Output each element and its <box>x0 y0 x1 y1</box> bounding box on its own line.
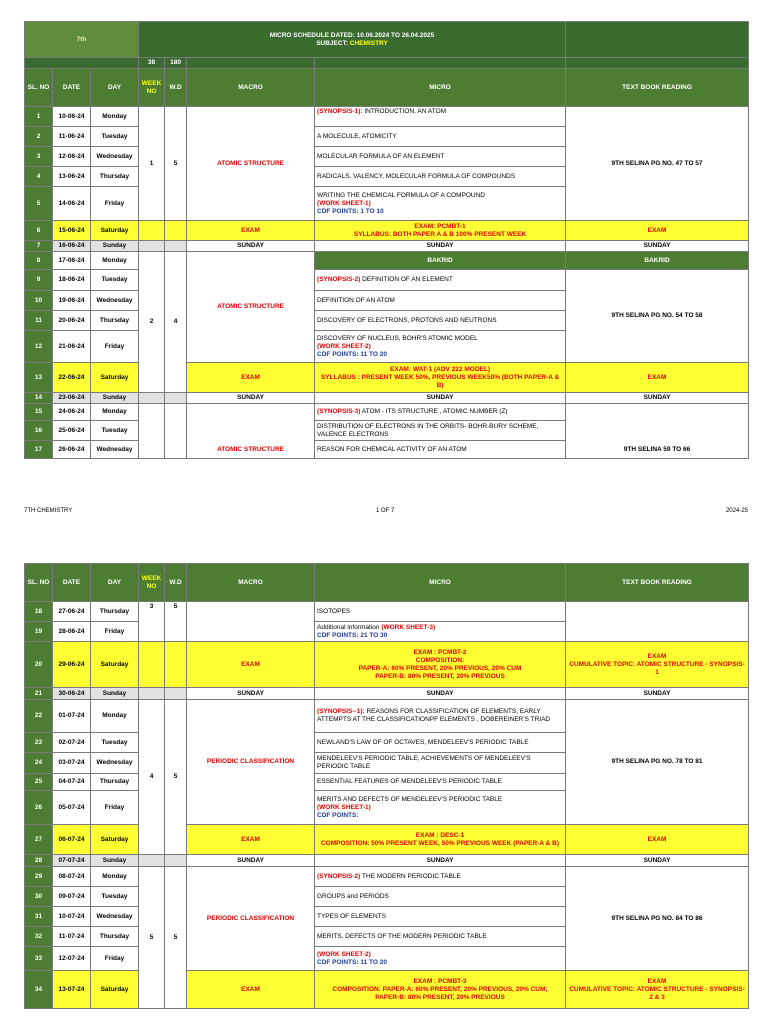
micro-topic <box>315 867 566 887</box>
day-cell: Thursday <box>91 167 139 187</box>
textbook-reading <box>566 971 749 1009</box>
week-blank <box>139 393 165 404</box>
sl-no: 10 <box>25 291 53 311</box>
week-no: 5 <box>139 867 165 1009</box>
micro-text: DISCOVERY OF ELECTRONS, PROTONS AND NEUTRONS <box>315 311 566 331</box>
sl-no: 21 <box>25 688 53 700</box>
schedule-table-page-2 <box>24 563 749 1009</box>
micro-text: ISOTOPES <box>315 602 566 622</box>
date-cell: 12-06-24 <box>53 147 91 167</box>
sl-no: 12 <box>25 331 53 363</box>
synopsis-label: (SYNOPSIS-2) <box>317 872 361 880</box>
micro-topic <box>315 622 566 642</box>
sl-no: 2 <box>25 127 53 147</box>
micro-text: INTRODUCTION, AN ATOM <box>362 108 447 115</box>
date-cell: 09-07-24 <box>53 887 91 907</box>
header-macro: MACRO <box>187 564 315 602</box>
macro-topic: EXAM <box>187 363 315 393</box>
sl-no: 14 <box>25 393 53 404</box>
week-blank <box>139 855 165 867</box>
date-cell: 13-07-24 <box>53 971 91 1009</box>
sl-no: 17 <box>25 441 53 459</box>
date-cell: 14-06-24 <box>53 187 91 221</box>
sl-no: 34 <box>25 971 53 1009</box>
sl-no: 33 <box>25 947 53 971</box>
macro-topic: PERIODIC CLASSIFICATION <box>187 700 315 825</box>
micro-text: REASONS FOR CLASSIFICATION OF ELEMENTS, EARLY ATTEMPTS AT THE CLASSIFICATIONPF ELEMENTS , DOBEREINER'S TRIAD <box>317 708 551 723</box>
micro-topic <box>315 971 566 1009</box>
total-days: 180 <box>165 58 187 69</box>
sl-no: 9 <box>25 270 53 291</box>
wd-blank <box>165 642 187 688</box>
micro-topic: SUNDAY <box>315 855 566 867</box>
cdf-points: CDF POINTS: 1 TO 10 <box>317 207 384 215</box>
macro-topic: EXAM <box>187 221 315 241</box>
micro-text: RADICALS, VALENCY, MOLECULAR FORMULA OF COMPOUNDS <box>315 167 566 187</box>
week-blank <box>139 221 165 241</box>
sl-no: 19 <box>25 622 53 642</box>
micro-text: WRITING THE CHEMICAL FORMULA OF A COMPOUND <box>317 191 485 199</box>
date-cell: 15-06-24 <box>53 221 91 241</box>
day-cell: Thursday <box>91 774 139 791</box>
sl-no: 30 <box>25 887 53 907</box>
wd-blank <box>165 393 187 404</box>
sl-no: 22 <box>25 700 53 733</box>
day-cell: Saturday <box>91 221 139 241</box>
table-row <box>25 971 749 1009</box>
day-cell: Tuesday <box>91 733 139 753</box>
textbook-reading: EXAM <box>566 363 749 393</box>
day-cell: Thursday <box>91 311 139 331</box>
date-cell: 16-06-24 <box>53 241 91 252</box>
macro-blank <box>187 602 315 642</box>
macro-topic: ATOMIC STRUCTURE <box>187 107 315 221</box>
schedule-title <box>139 22 566 58</box>
wd-blank <box>165 404 187 459</box>
day-cell: Tuesday <box>91 270 139 291</box>
micro-text: TYPES OF ELEMENTS <box>315 907 566 927</box>
cdf-points: CDF POINTS: 11 TO 20 <box>317 350 387 358</box>
textbook-reading: SUNDAY <box>566 241 749 252</box>
day-cell: Sunday <box>91 688 139 700</box>
cdf-points: CDF POINTS: 11 TO 20 <box>317 958 387 966</box>
sl-no: 28 <box>25 855 53 867</box>
macro-topic: EXAM <box>187 825 315 855</box>
header-sl: SL. NO <box>25 564 53 602</box>
micro-text: MOLECULAR FORMULA OF AN ELEMENT <box>315 147 566 167</box>
working-days: 5 <box>165 602 187 642</box>
textbook-reading: 9TH SELINA PG NO. 54 TO 58 <box>566 270 749 363</box>
sl-no: 6 <box>25 221 53 241</box>
working-days: 4 <box>165 252 187 393</box>
textbook-reading <box>566 642 749 688</box>
exam-composition: COMPOSITION: <box>415 656 465 664</box>
wd-blank <box>165 688 187 700</box>
micro-text: ATOM - ITS STRUCTURE , ATOMIC NUMBER (Z) <box>360 408 508 415</box>
date-cell: 26-06-24 <box>53 441 91 459</box>
sl-no: 8 <box>25 252 53 270</box>
cdf-points: CDF POINTS: <box>317 811 359 819</box>
sl-no: 29 <box>25 867 53 887</box>
date-cell: 17-06-24 <box>53 252 91 270</box>
sl-no: 20 <box>25 642 53 688</box>
table-row <box>25 270 749 291</box>
date-cell: 22-06-24 <box>53 363 91 393</box>
count-blank <box>315 58 566 69</box>
sl-no: 23 <box>25 733 53 753</box>
micro-topic <box>315 700 566 733</box>
day-cell: Wednesday <box>91 753 139 774</box>
micro-text: DISCOVERY OF NUCLEUS, BOHR'S ATOMIC MODEL <box>317 334 478 342</box>
working-days: 5 <box>165 107 187 221</box>
textbook-reading: 9TH SELINA PG NO. 84 TO 86 <box>566 867 749 971</box>
day-cell: Tuesday <box>91 887 139 907</box>
date-cell: 06-07-24 <box>53 825 91 855</box>
exam-label: EXAM <box>647 652 667 660</box>
synopsis-label: (SYNOPSIS--1): <box>317 708 365 715</box>
sl-no: 1 <box>25 107 53 127</box>
macro-topic: EXAM <box>187 642 315 688</box>
exam-paper-a: PAPER-A: 60% PRESENT, 20% PREVIOUS, 20% CUM <box>358 664 522 672</box>
sl-no: 5 <box>25 187 53 221</box>
textbook-reading: 9TH SELINA 59 TO 66 <box>566 404 749 459</box>
day-cell: Thursday <box>91 927 139 947</box>
micro-topic: SUNDAY <box>315 241 566 252</box>
day-cell: Monday <box>91 107 139 127</box>
day-cell: Friday <box>91 187 139 221</box>
date-cell: 03-07-24 <box>53 753 91 774</box>
exam-composition: COMPOSITION: PAPER-A: 60% PRESENT, 20% PREVIOUS, 20% CUM; <box>332 985 548 993</box>
day-cell: Friday <box>91 622 139 642</box>
day-cell: Sunday <box>91 241 139 252</box>
day-cell: Thursday <box>91 602 139 622</box>
day-cell: Tuesday <box>91 127 139 147</box>
header-tbr: TEXT BOOK READING <box>566 564 749 602</box>
wd-blank <box>165 221 187 241</box>
synopsis-label: (SYNOPSIS-2) <box>317 276 361 283</box>
date-cell: 23-06-24 <box>53 393 91 404</box>
subject-prefix: SUBJECT: <box>316 39 350 47</box>
day-cell: Friday <box>91 947 139 971</box>
week-no: 1 <box>139 107 165 221</box>
holiday-label: BAKRID <box>315 252 566 270</box>
micro-topic <box>315 221 566 241</box>
footer-year: 2024-25 <box>725 508 748 514</box>
worksheet-label: (WORK SHEET-2) <box>317 342 371 350</box>
header-macro: MACRO <box>187 69 315 107</box>
day-cell: Monday <box>91 867 139 887</box>
micro-topic <box>315 270 566 291</box>
macro-topic: PERIODIC CLASSIFICATION <box>187 867 315 971</box>
footer-page-number: 1 OF 7 <box>376 508 395 514</box>
working-days: 5 <box>165 700 187 855</box>
textbook-reading: EXAM <box>566 825 749 855</box>
wd-blank <box>165 241 187 252</box>
table-row <box>25 363 749 393</box>
exam-name: EXAM: PCMBT-1 <box>414 222 466 230</box>
macro-topic: SUNDAY <box>187 855 315 867</box>
day-cell: Saturday <box>91 363 139 393</box>
header-sl: SL. NO <box>25 69 53 107</box>
table-row <box>25 867 749 887</box>
exam-paper-b: PAPER-B: 80% PRESENT, 20% PREVIOUS <box>375 993 505 1001</box>
day-cell: Wednesday <box>91 147 139 167</box>
day-cell: Sunday <box>91 855 139 867</box>
exam-name: EXAM: WAT-1 (ADV 222 MODEL) <box>390 365 490 373</box>
micro-text: MERITS, DEFECTS OF THE MODERN PERIODIC TABLE <box>315 927 566 947</box>
date-cell: 25-06-24 <box>53 421 91 441</box>
micro-text: DEFINITION OF AN ELEMENT <box>360 276 453 283</box>
wd-blank <box>165 855 187 867</box>
textbook-reading: 9TH SELINA PG NO. 78 TO 81 <box>566 700 749 825</box>
date-cell: 24-06-24 <box>53 404 91 421</box>
sl-no: 11 <box>25 311 53 331</box>
day-cell: Tuesday <box>91 421 139 441</box>
micro-text: ESSENTIAL FEATURES OF MENDELEEV'S PERIODIC TABLE <box>315 774 566 791</box>
date-cell: 11-07-24 <box>53 927 91 947</box>
sl-no: 25 <box>25 774 53 791</box>
date-cell: 01-07-24 <box>53 700 91 733</box>
week-no: 2 <box>139 252 165 393</box>
week-blank <box>139 404 165 459</box>
macro-topic: SUNDAY <box>187 393 315 404</box>
header-date: DATE <box>53 69 91 107</box>
sl-no: 3 <box>25 147 53 167</box>
footer-left: 7TH CHEMISTRY <box>24 508 73 514</box>
sl-no: 13 <box>25 363 53 393</box>
grade-label: 7th <box>25 22 139 58</box>
micro-text: GROUPS and PERIODS <box>315 887 566 907</box>
table-row <box>25 107 749 127</box>
count-blank <box>25 58 139 69</box>
macro-topic: ATOMIC STRUCTURE <box>187 404 315 459</box>
subject-name: CHEMISTRY <box>349 39 388 47</box>
header-week: WEEK NO <box>139 69 165 107</box>
header-micro: MICRO <box>315 69 566 107</box>
header-tbr: TEXT BOOK READING <box>566 69 749 107</box>
cdf-points: CDF POINTS: 21 TO 30 <box>317 631 388 639</box>
micro-text: REASON FOR CHEMICAL ACTIVITY OF AN ATOM <box>315 441 566 459</box>
micro-text: MERITS AND DEFECTS OF MENDELEEV'S PERIODIC TABLE <box>317 795 503 803</box>
date-cell: 10-07-24 <box>53 907 91 927</box>
cumulative-topic: CUMULATIVE TOPIC: ATOMIC STRUCTURE - SYNOPSIS-2 & 3 <box>569 985 745 1001</box>
day-cell: Sunday <box>91 393 139 404</box>
day-cell: Monday <box>91 252 139 270</box>
micro-text: DEFINITION OF AN ATOM <box>315 291 566 311</box>
week-no: 3 <box>139 602 165 642</box>
micro-topic <box>315 791 566 825</box>
header-day: DAY <box>91 69 139 107</box>
exam-name: EXAM : PCMBT-2 <box>413 648 467 656</box>
sl-no: 31 <box>25 907 53 927</box>
exam-composition: COMPOSITION: 50% PRESENT WEEK, 50% PREVIOUS WEEK (PAPER-A & B) <box>320 839 559 847</box>
header-week: WEEK NO <box>139 564 165 602</box>
date-cell: 18-06-24 <box>53 270 91 291</box>
day-cell: Wednesday <box>91 291 139 311</box>
week-blank <box>139 688 165 700</box>
micro-text: Additional information <box>317 623 382 631</box>
table-row <box>25 642 749 688</box>
textbook-reading: SUNDAY <box>566 688 749 700</box>
day-cell: Wednesday <box>91 907 139 927</box>
micro-text: A MOLECULE, ATOMICITY <box>315 127 566 147</box>
macro-topic: SUNDAY <box>187 688 315 700</box>
micro-topic: SUNDAY <box>315 688 566 700</box>
sl-no: 7 <box>25 241 53 252</box>
table-row <box>25 252 749 270</box>
micro-topic <box>315 187 566 221</box>
worksheet-label: (WORK SHEET-2) <box>317 950 371 958</box>
header-date: DATE <box>53 564 91 602</box>
total-weeks: 38 <box>139 58 165 69</box>
schedule-title-line: MICRO SCHEDULE DATED: 10.06.2024 TO 26.04.2025 <box>269 31 435 39</box>
day-cell: Friday <box>91 331 139 363</box>
micro-topic <box>315 107 566 127</box>
exam-name: EXAM : PCMBT-3 <box>413 977 467 985</box>
date-cell: 21-06-24 <box>53 331 91 363</box>
holiday-label: BAKRID <box>566 252 749 270</box>
table-row <box>25 602 749 622</box>
cumulative-topic: CUMULATIVE TOPIC: ATOMIC STRUCTURE - SYNOPSIS-1 <box>569 660 745 676</box>
exam-paper-b: PAPER-B: 80% PRESENT, 20% PREVIOUS <box>375 672 505 680</box>
sl-no: 15 <box>25 404 53 421</box>
date-cell: 12-07-24 <box>53 947 91 971</box>
count-blank <box>187 58 315 69</box>
micro-topic <box>315 825 566 855</box>
date-cell: 02-07-24 <box>53 733 91 753</box>
exam-syllabus: SYLLABUS: BOTH PAPER A & B 100% PRESENT WEEK <box>353 230 527 238</box>
day-cell: Saturday <box>91 825 139 855</box>
micro-topic <box>315 331 566 363</box>
micro-topic <box>315 642 566 688</box>
table-row <box>25 700 749 733</box>
micro-topic <box>315 404 566 421</box>
textbook-blank <box>566 602 749 642</box>
micro-topic <box>315 363 566 393</box>
date-cell: 13-06-24 <box>53 167 91 187</box>
title-blank <box>566 22 749 58</box>
textbook-reading: EXAM <box>566 221 749 241</box>
table-row <box>25 404 749 421</box>
day-cell: Saturday <box>91 642 139 688</box>
sl-no: 16 <box>25 421 53 441</box>
sl-no: 4 <box>25 167 53 187</box>
day-cell: Friday <box>91 791 139 825</box>
date-cell: 28-06-24 <box>53 622 91 642</box>
macro-topic: SUNDAY <box>187 241 315 252</box>
exam-name: EXAM : DESC-1 <box>415 831 465 839</box>
worksheet-label: (WORK SHEET-1) <box>317 199 371 207</box>
table-row <box>25 825 749 855</box>
micro-topic <box>315 947 566 971</box>
date-cell: 08-07-24 <box>53 867 91 887</box>
exam-syllabus: SYLLABUS : PRESENT WEEK 50%, PREVIOUS WEEK50% (BOTH PAPER-A & B) <box>320 373 560 389</box>
worksheet-label: (WORK SHEET-1) <box>317 803 371 811</box>
sl-no: 32 <box>25 927 53 947</box>
header-wd: W.D <box>165 564 187 602</box>
date-cell: 19-06-24 <box>53 291 91 311</box>
header-wd: W.D <box>165 69 187 107</box>
date-cell: 05-07-24 <box>53 791 91 825</box>
date-cell: 27-06-24 <box>53 602 91 622</box>
schedule-table-page-1 <box>24 21 749 459</box>
day-cell: Wednesday <box>91 441 139 459</box>
sl-no: 18 <box>25 602 53 622</box>
week-blank <box>139 642 165 688</box>
date-cell: 04-07-24 <box>53 774 91 791</box>
table-row <box>25 393 749 404</box>
synopsis-label: (SYNOPSIS-3) <box>317 408 361 415</box>
micro-text: THE MODERN PERIODIC TABLE <box>360 872 461 880</box>
date-cell: 30-06-24 <box>53 688 91 700</box>
sl-no: 26 <box>25 791 53 825</box>
table-row <box>25 855 749 867</box>
table-row <box>25 688 749 700</box>
sl-no: 27 <box>25 825 53 855</box>
synopsis-label: (SYNOPSIS-1): <box>317 108 363 115</box>
date-cell: 29-06-24 <box>53 642 91 688</box>
table-row <box>25 241 749 252</box>
working-days: 5 <box>165 867 187 1009</box>
micro-text: MENDELEEV'S PERIODIC TABLE, ACHIEVEMENTS OF MENDELEEV'S PERIODIC TABLE <box>315 753 566 774</box>
textbook-reading: SUNDAY <box>566 393 749 404</box>
date-cell: 20-06-24 <box>53 311 91 331</box>
date-cell: 10-06-24 <box>53 107 91 127</box>
header-micro: MICRO <box>315 564 566 602</box>
day-cell: Saturday <box>91 971 139 1009</box>
macro-topic: ATOMIC STRUCTURE <box>187 252 315 363</box>
worksheet-label: (WORK SHEET-3) <box>381 623 436 631</box>
date-cell: 11-06-24 <box>53 127 91 147</box>
table-row <box>25 221 749 241</box>
day-cell: Monday <box>91 700 139 733</box>
micro-text: NEWLAND'S LAW OF OF OCTAVES, MENDELEEV'S PERIODIC TABLE <box>315 733 566 753</box>
sl-no: 24 <box>25 753 53 774</box>
week-no: 4 <box>139 700 165 855</box>
textbook-reading: 9TH SELINA PG NO. 47 TO 57 <box>566 107 749 221</box>
exam-label: EXAM <box>647 977 667 985</box>
day-cell: Monday <box>91 404 139 421</box>
micro-text: DISTRIBUTION OF ELECTRONS IN THE ORBITS- BOHR-BURY SCHEME, VALENCE ELECTRONS <box>315 421 566 441</box>
micro-topic: SUNDAY <box>315 393 566 404</box>
macro-topic: EXAM <box>187 971 315 1009</box>
textbook-reading: SUNDAY <box>566 855 749 867</box>
header-day: DAY <box>91 564 139 602</box>
date-cell: 07-07-24 <box>53 855 91 867</box>
count-blank <box>566 58 749 69</box>
week-blank <box>139 241 165 252</box>
